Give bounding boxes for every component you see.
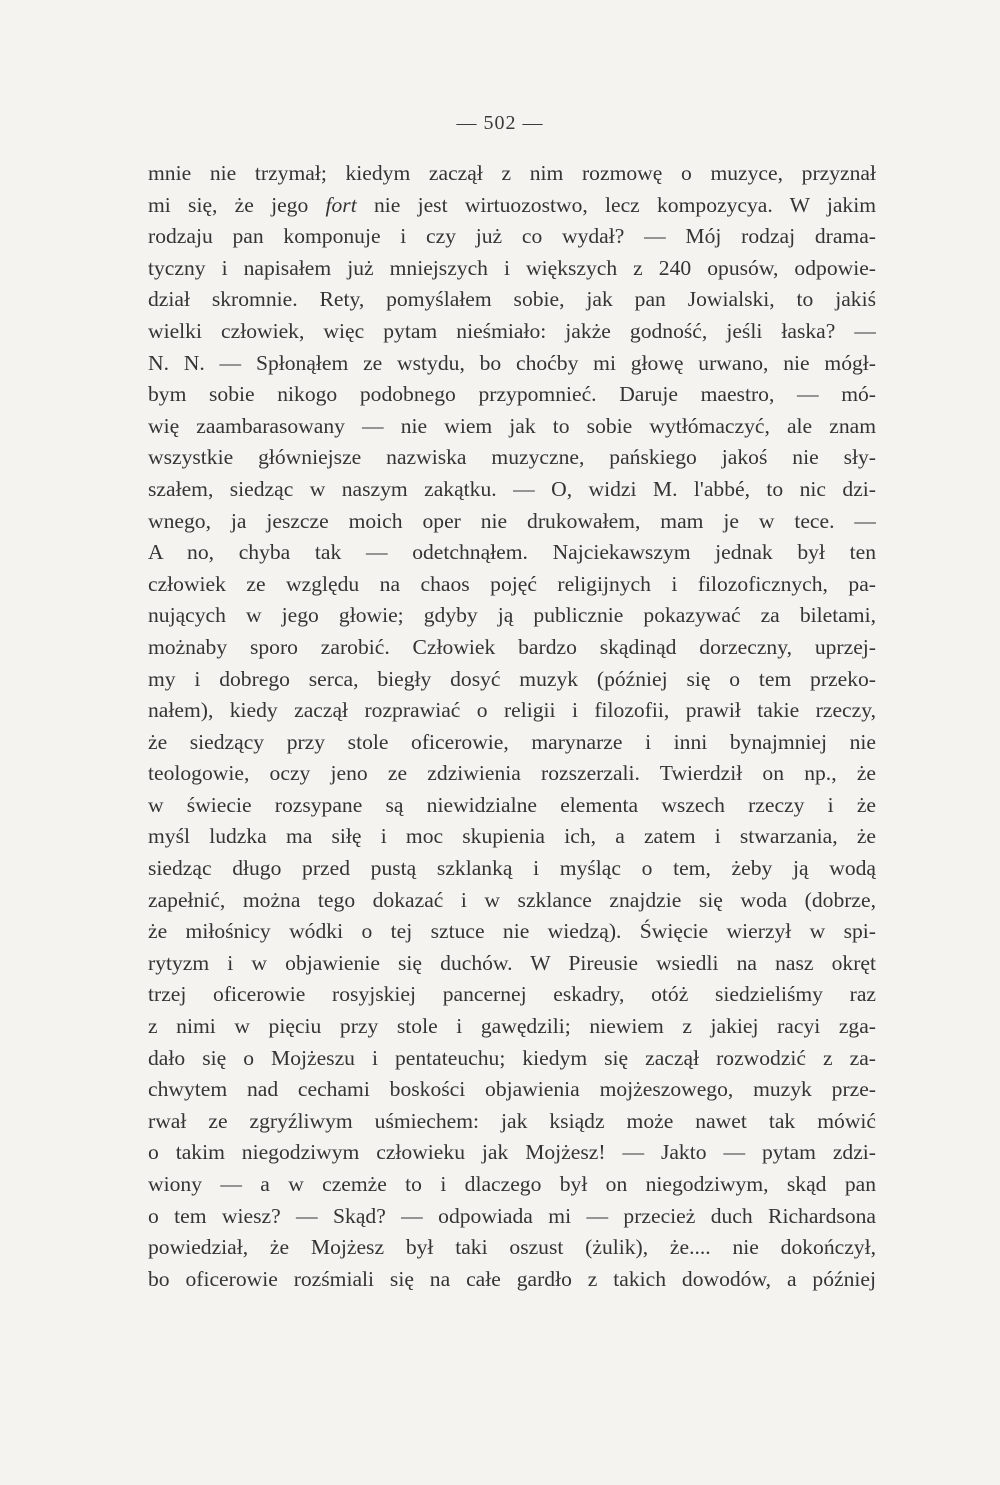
text-line: szałem, siedząc w naszym zakątku. — O, widzi M. l'abbé, to nic dzi- (148, 476, 876, 501)
text-line: wnego, ja jeszcze moich oper nie drukowałem, mam je w tece. — (148, 508, 876, 533)
text-line: mi się, że jego fort nie jest wirtuozostwo, lecz kompozycya. W jakim (148, 192, 876, 217)
text-line: z nimi w pięciu przy stole i gawędzili; niewiem z jakiej racyi zga- (148, 1014, 876, 1039)
text-line: zapełnić, można tego dokazać i w szklance znajdzie się woda (dobrze, (148, 887, 876, 912)
text-line: N. N. — Spłonąłem ze wstydu, bo choćby mi głowę urwano, nie mógł- (148, 350, 876, 375)
text-line: trzej oficerowie rosyjskiej pancernej eskadry, otóż siedzieliśmy raz (148, 982, 876, 1007)
text-line: dział skromnie. Rety, pomyślałem sobie, jak pan Jowialski, to jakiś (148, 287, 876, 312)
body-text (148, 158, 876, 1295)
text-line: bo oficerowie rozśmiali się na całe gardło z takich dowodów, a później (148, 1266, 876, 1291)
text-line: wię zaambarasowany — nie wiem jak to sobie wytłómaczyć, ale znam (148, 413, 876, 438)
text-line: człowiek ze względu na chaos pojęć religijnych i filozoficznych, pa- (148, 571, 876, 596)
italic-word: fort (325, 192, 357, 217)
text-line: powiedział, że Mojżesz był taki oszust (żulik), że.... nie dokończył, (148, 1235, 876, 1260)
text-line: dało się o Mojżeszu i pentateuchu; kiedym się zaczął rozwodzić z za- (148, 1045, 876, 1070)
text-line: tyczny i napisałem już mniejszych i większych z 240 opusów, odpowie- (148, 255, 876, 280)
text-line: nujących w jego głowie; gdyby ją publicznie pokazywać za biletami, (148, 603, 876, 628)
text-line: my i dobrego serca, biegły dosyć muzyk (później się o tem przeko- (148, 666, 876, 691)
text-line: chwytem nad cechami boskości objawienia mojżeszowego, muzyk prze- (148, 1077, 876, 1102)
text-line: rwał ze zgryźliwym uśmiechem: jak ksiądz może nawet tak mówić (148, 1108, 876, 1133)
page-number: — 502 — (456, 112, 544, 134)
text-line: teologowie, oczy jeno ze zdziwienia rozszerzali. Twierdził on np., że (148, 761, 876, 786)
text-line: nałem), kiedy zaczął rozprawiać o religii i filozofii, prawił takie rzeczy, (148, 698, 876, 723)
text-line: siedząc długo przed pustą szklanką i myśląc o tem, żeby ją wodą (148, 856, 876, 881)
text-line: wszystkie główniejsze nazwiska muzyczne, pańskiego jakoś nie sły- (148, 445, 876, 470)
text-line: A no, chyba tak — odetchnąłem. Najciekawszym jednak był ten (148, 540, 876, 565)
text-line: że siedzący przy stole oficerowie, marynarze i inni bynajmniej nie (148, 729, 876, 754)
text-line: rodzaju pan komponuje i czy już co wydał? — Mój rodzaj drama- (148, 224, 876, 249)
text-line: w świecie rozsypane są niewidzialne elementa wszech rzeczy i że (148, 792, 876, 817)
text-line: o tem wiesz? — Skąd? — odpowiada mi — przecież duch Richardsona (148, 1203, 876, 1228)
text-line: możnaby sporo zarobić. Człowiek bardzo skądinąd dorzeczny, uprzej- (148, 634, 876, 659)
text-line: wielki człowiek, więc pytam nieśmiało: jakże godność, jeśli łaska? — (148, 318, 876, 343)
text-line: mnie nie trzymał; kiedym zaczął z nim rozmowę o muzyce, przyznał (148, 161, 876, 185)
text-line: bym sobie nikogo podobnego przypomnieć. Daruje maestro, — mó- (148, 382, 876, 407)
text-line: myśl ludzka ma siłę i moc skupienia ich, a zatem i stwarzania, że (148, 824, 876, 849)
text-line: że miłośnicy wódki o tej sztuce nie wiedzą). Święcie wierzył w spi- (148, 919, 876, 944)
text-line: rytyzm i w objawienie się duchów. W Pireusie wsiedli na nasz okręt (148, 950, 876, 975)
text-line: wiony — a w czemże to i dlaczego był on niegodziwym, skąd pan (148, 1172, 876, 1196)
text-line: o takim niegodziwym człowieku jak Mojżesz! — Jakto — pytam zdzi- (148, 1140, 876, 1165)
